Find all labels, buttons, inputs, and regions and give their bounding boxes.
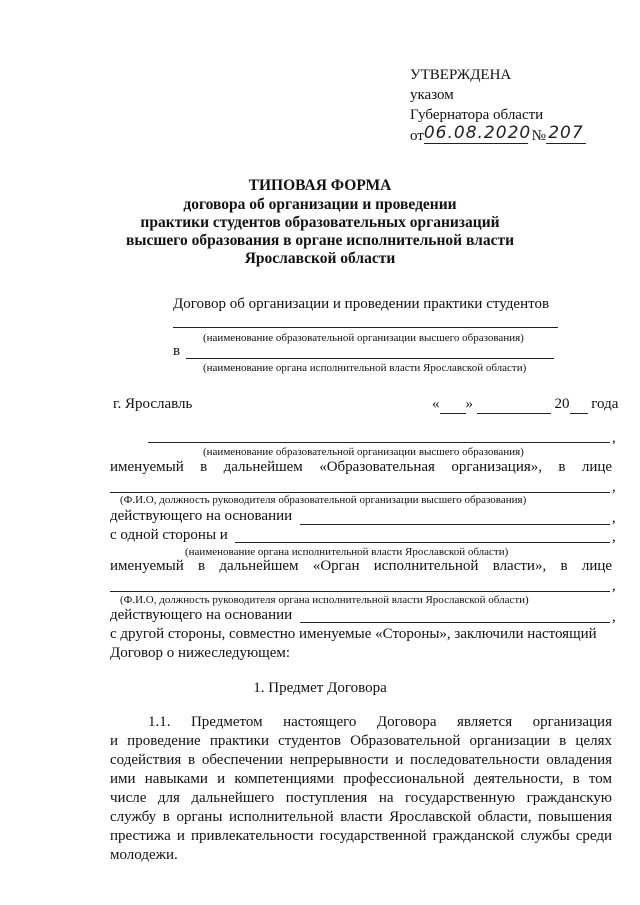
contract-heading: Договор об организации и проведении практики студентов <box>173 296 550 312</box>
from-prefix: от <box>410 128 424 144</box>
named-auth-w2: в <box>198 558 206 574</box>
named-auth-w6: власти», <box>492 558 547 574</box>
named-auth-w5: исполнительной <box>373 558 479 574</box>
number-prefix: № <box>531 128 546 144</box>
named-edu-w7: лице <box>581 459 613 475</box>
comma-4: , <box>612 529 616 545</box>
acting-basis-2: действующего на основании <box>110 607 293 623</box>
date-open-quote: « <box>432 396 440 412</box>
year-word: года <box>591 396 619 412</box>
para-1-1-line-7: престижа и привлекательности государственной гражданской службы среди <box>110 828 612 844</box>
named-edu-w5: организация», <box>451 459 542 475</box>
comma-3: , <box>612 510 616 526</box>
basis-line-1 <box>300 524 610 525</box>
decree-number-handwritten: 207 <box>548 123 584 143</box>
year-prefix: 20 <box>554 396 570 412</box>
named-auth-w3: дальнейшем <box>219 558 299 574</box>
authority-name-line <box>186 358 554 359</box>
approval-date-row <box>410 123 586 146</box>
head-auth-line <box>110 591 610 592</box>
named-edu-w3: дальнейшем <box>223 459 303 475</box>
one-side: с одной стороны и <box>110 527 228 543</box>
named-auth-w7: в <box>560 558 568 574</box>
caption-head-edu: (Ф.И.О, должность руководителя образовательной организации высшего образования) <box>120 494 527 506</box>
caption-edu-org: (наименование образовательной организации высшего образования) <box>203 332 524 344</box>
para-1-1-line-5: числе для дальнейшего поступления на государственную гражданскую <box>110 790 612 806</box>
title-line-4: высшего образования в органе исполнительной власти <box>125 232 515 249</box>
caption-edu-org-2: (наименование образовательной организации высшего образования) <box>203 446 524 458</box>
approval-by-decree: указом <box>410 87 454 103</box>
para-1-1-line-1 <box>110 714 612 731</box>
caption-head-auth: (Ф.И.О, должность руководителя органа исполнительной власти Ярославской области) <box>120 594 529 606</box>
comma-5: , <box>612 578 616 594</box>
named-edu-w6: в <box>558 459 566 475</box>
comma-2: , <box>612 479 616 495</box>
day-blank <box>440 396 466 414</box>
comma-1: , <box>612 430 616 446</box>
decree-date <box>423 123 532 144</box>
title-line-3: практики студентов образовательных организаций <box>140 214 500 231</box>
year-blank <box>570 396 588 414</box>
party1-name-line <box>148 442 610 443</box>
edu-org-name-line <box>173 327 558 328</box>
named-auth-w4: «Орган <box>312 558 360 574</box>
basis-line-2 <box>300 622 610 623</box>
named-edu-w2: в <box>200 459 208 475</box>
caption-authority: (наименование органа исполнительной власти Ярославской области) <box>203 362 527 374</box>
named-auth-w8: лице <box>581 558 613 574</box>
comma-6: , <box>612 609 616 625</box>
para-1-1-line-6: службу в органы исполнительной власти Ярославской области, повышения <box>110 809 612 825</box>
para-1-1-line-2: и проведение практики студентов Образовательной организации в целях <box>110 733 612 749</box>
para-1-1-line-4: ими навыками и компетенциями профессиональной деятельности, в том <box>110 771 612 787</box>
section-1-title: 1. Предмет Договора <box>253 680 387 696</box>
title-line-5: Ярославской области <box>244 250 396 267</box>
title-line-2: договора об организации и проведении <box>183 196 457 213</box>
other-side: с другой стороны, совместно именуемые «Стороны», заключили настоящий <box>110 626 597 642</box>
acting-basis: действующего на основании <box>110 508 293 524</box>
caption-authority-2: (наименование органа исполнительной власти Ярославской области) <box>185 546 509 558</box>
named-edu-w4: «Образовательная <box>319 459 435 475</box>
decree-date-handwritten: 06.08.2020 <box>423 123 532 143</box>
named-edu-w1: именуемый <box>110 459 184 475</box>
para-1-1-line-3: содействия в обеспечении непрерывности и последовательности овладения <box>110 752 612 768</box>
approval-approved: УТВЕРЖДЕНА <box>410 67 512 83</box>
party2-name-line <box>235 542 610 543</box>
named-auth-w1: именуемый <box>110 558 184 574</box>
head-edu-line <box>110 492 610 493</box>
para-1-1-l1-text: 1.1. Предметом настоящего Договора является организация <box>148 714 612 730</box>
city: г. Ярославль <box>113 396 193 412</box>
para-1-1-line-8: молодежи. <box>110 847 178 863</box>
approval-governor: Губернатора области <box>410 107 544 123</box>
contract-date <box>432 396 618 414</box>
month-blank <box>477 396 551 414</box>
decree-number <box>546 124 586 144</box>
date-close-quote: » <box>465 396 473 412</box>
contract-follows: Договор о нижеследующем: <box>110 645 291 661</box>
named-auth-line <box>110 558 612 575</box>
title-line-1: ТИПОВАЯ ФОРМА <box>248 177 392 194</box>
in-prefix: в <box>173 343 181 359</box>
named-edu-line <box>110 459 612 476</box>
